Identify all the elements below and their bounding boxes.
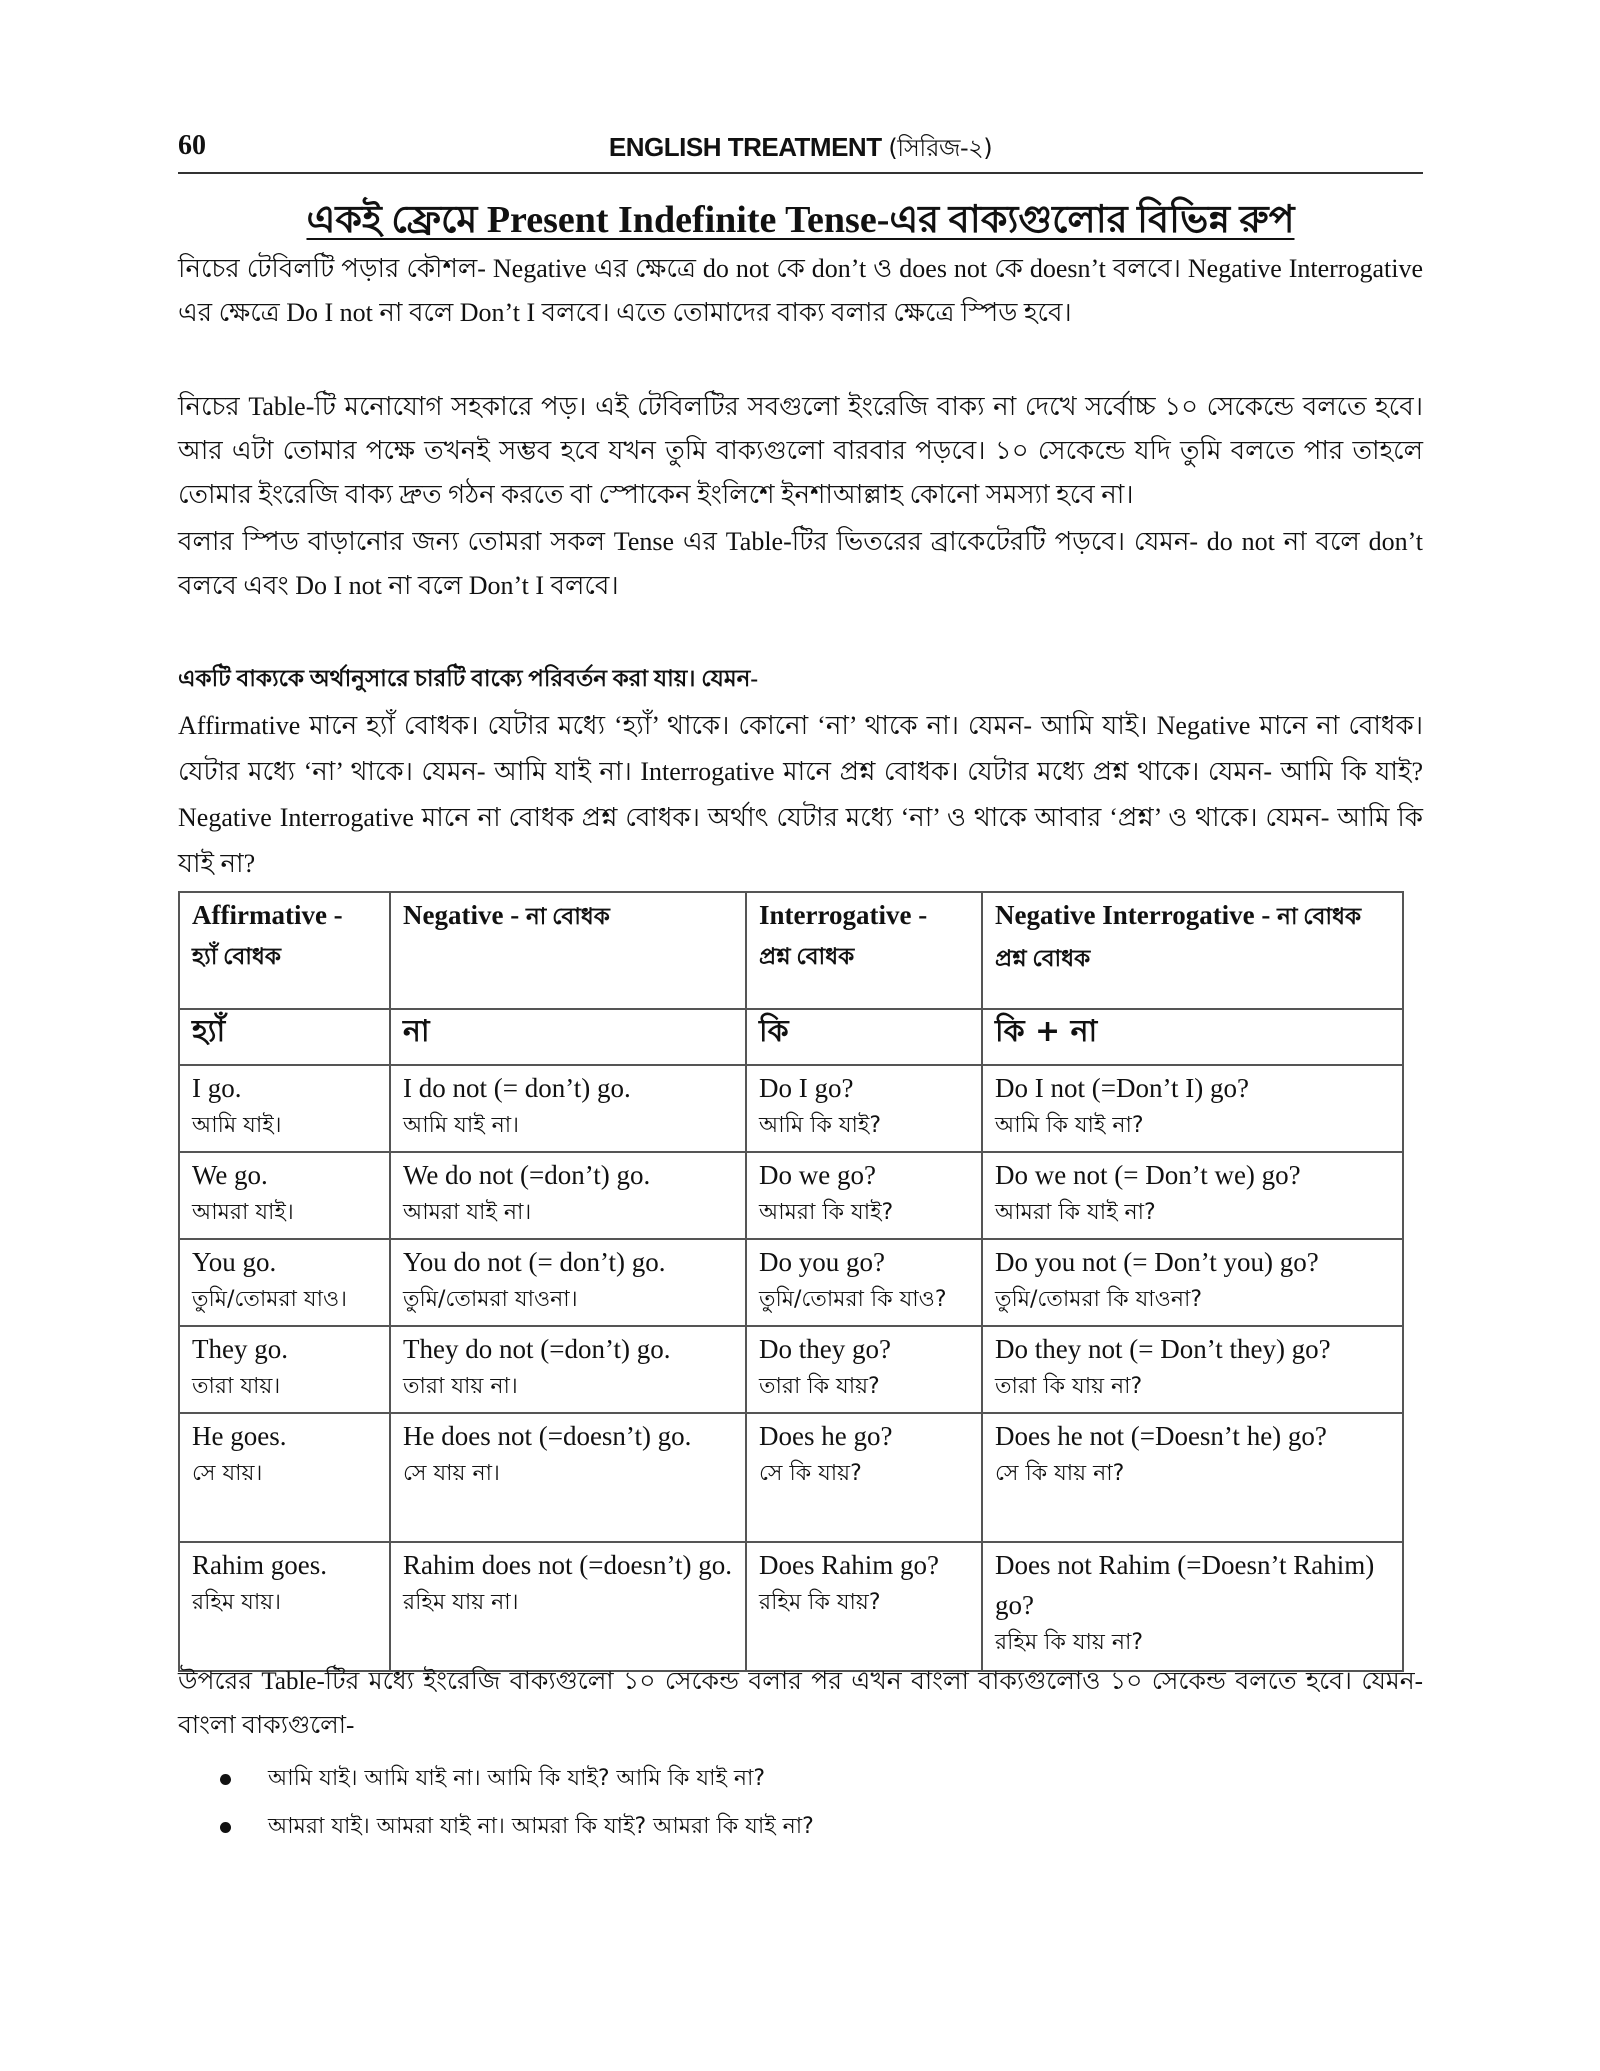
table-row	[179, 1065, 1403, 1152]
section-heading: একটি বাক্যকে অর্থানুসারে চারটি বাক্যে পরিবর্তন করা যায়। যেমন-	[178, 666, 759, 691]
table-cell: They do not (=don’t) go. তারা যায় না।	[390, 1326, 746, 1413]
book-title-text: ENGLISH TREATMENT	[608, 132, 882, 162]
table-cell: He goes. সে যায়।	[179, 1413, 390, 1542]
table-cell: He does not (=doesn’t) go. সে যায় না।	[390, 1413, 746, 1542]
bullet-icon	[220, 1774, 231, 1785]
bullet-icon	[220, 1822, 231, 1833]
header-affirmative: Affirmative - হ্যাঁ বোধক	[179, 892, 390, 1009]
list-item: আমি যাই। আমি যাই না। আমি কি যাই? আমি কি যাই না?	[220, 1755, 814, 1803]
table-cell: Rahim goes. রহিম যায়।	[179, 1542, 390, 1671]
series-label: (সিরিজ-২)	[888, 134, 993, 162]
table-cell: They go. তারা যায়।	[179, 1326, 390, 1413]
table-cell: You go. তুমি/তোমরা যাও।	[179, 1239, 390, 1326]
marker-cell: কি + না	[982, 1009, 1403, 1065]
book-title	[178, 130, 1423, 170]
header-negative: Negative - না বোধক	[390, 892, 746, 1009]
table-cell: Does Rahim go? রহিম কি যায়?	[746, 1542, 982, 1671]
table-marker-row	[179, 1009, 1403, 1065]
page-number: 60	[178, 130, 206, 161]
table-row	[179, 1326, 1403, 1413]
header-interrogative: Interrogative - প্রশ্ন বোধক	[746, 892, 982, 1009]
table-cell: Do we not (= Don’t we) go? আমরা কি যাই না?	[982, 1152, 1403, 1239]
marker-cell: হ্যাঁ	[179, 1009, 390, 1065]
table-cell: Do I not (=Don’t I) go? আমি কি যাই না?	[982, 1065, 1403, 1152]
marker-cell: কি	[746, 1009, 982, 1065]
table-cell: Does he not (=Doesn’t he) go? সে কি যায় না?	[982, 1413, 1403, 1542]
table-cell: Do they not (= Don’t they) go? তারা কি যায় না?	[982, 1326, 1403, 1413]
table-instruction-paragraph: নিচের Table-টি মনোযোগ সহকারে পড়। এই টেবিলটির সবগুলো ইংরেজি বাক্য না দেখে সর্বোচ্চ ১০ সেকেন্ডে বলতে হবে। আর এটা তোমার পক্ষে তখনই সম্ভব হবে যখন তুমি বাক্যগুলো বারবার পড়বে। ১০ সেকেন্ডে যদি তুমি বলতে পার তাহলে তোমার ইংরেজি বাক্য দ্রুত গঠন করতে বা স্পোকেন ইংলিশে ইনশাআল্লাহ কোনো সমস্যা হবে না।	[178, 392, 1423, 509]
running-header	[178, 130, 1423, 170]
definitions-paragraph: Affirmative মানে হ্যাঁ বোধক। যেটার মধ্যে ‘হ্যাঁ’ থাকে। কোনো ‘না’ থাকে না। যেমন- আমি যাই। Negative মানে না বোধক। যেটার মধ্যে ‘না’ থাকে। যেমন- আমি যাই না। Interrogative মানে প্রশ্ন বোধক। যেটার মধ্যে প্রশ্ন থাকে। যেমন- আমি কি যাই? Negative Interrogative মানে না বোধক প্রশ্ন বোধক। অর্থাৎ যেটার মধ্যে ‘না’ ও থাকে আবার ‘প্রশ্ন’ ও থাকে। যেমন- আমি কি যাই না?	[178, 711, 1423, 878]
reading-tip-paragraph: নিচের টেবিলটি পড়ার কৌশল- Negative এর ক্ষেত্রে do not কে don’t ও does not কে doesn’t বলবে। Negative Interrogative এর ক্ষেত্রে Do I not না বলে Don’t I বলবে। এতে তোমাদের বাক্য বলার ক্ষেত্রে স্পিড হবে।	[178, 254, 1423, 327]
marker-cell: না	[390, 1009, 746, 1065]
table-cell: Does not Rahim (=Doesn’t Rahim) go? রহিম কি যায় না?	[982, 1542, 1403, 1671]
table-cell: Does he go? সে কি যায়?	[746, 1413, 982, 1542]
table-cell: Rahim does not (=doesn’t) go. রহিম যায় না।	[390, 1542, 746, 1671]
table-cell: Do you not (= Don’t you) go? তুমি/তোমরা কি যাওনা?	[982, 1239, 1403, 1326]
table-row	[179, 1413, 1403, 1542]
table-cell: We do not (=don’t) go. আমরা যাই না।	[390, 1152, 746, 1239]
table-cell: I do not (= don’t) go. আমি যাই না।	[390, 1065, 746, 1152]
header-negative-interrogative: Negative Interrogative - না বোধক প্রশ্ন বোধক	[982, 892, 1403, 1009]
page-title: একই ফ্রেমে Present Indefinite Tense-এর বাক্যগুলোর বিভিন্ন রুপ	[306, 199, 1295, 241]
table-row	[179, 1239, 1403, 1326]
after-table-paragraph: উপরের Table-টির মধ্যে ইংরেজি বাক্যগুলো ১০ সেকেন্ড বলার পর এখন বাংলা বাক্যগুলোও ১০ সেকেন্ড বলতে হবে। যেমন- বাংলা বাক্যগুলো-	[178, 1668, 1423, 1739]
table-cell: You do not (= don’t) go. তুমি/তোমরা যাওনা।	[390, 1239, 746, 1326]
table-cell: We go. আমরা যাই।	[179, 1152, 390, 1239]
bangla-sentence-list	[220, 1755, 814, 1851]
table-cell: Do we go? আমরা কি যাই?	[746, 1152, 982, 1239]
table-cell: Do you go? তুমি/তোমরা কি যাও?	[746, 1239, 982, 1326]
header-divider	[178, 172, 1423, 174]
list-item: আমরা যাই। আমরা যাই না। আমরা কি যাই? আমরা কি যাই না?	[220, 1803, 814, 1851]
table-row	[179, 1542, 1403, 1671]
table-row	[179, 1152, 1403, 1239]
speed-tip-paragraph: বলার স্পিড বাড়ানোর জন্য তোমরা সকল Tense এর Table-টির ভিতরের ব্রাকেটেরটি পড়বে। যেমন- do not না বলে don’t বলবে এবং Do I not না বলে Don’t I বলবে।	[178, 527, 1423, 600]
table-cell: Do I go? আমি কি যাই?	[746, 1065, 982, 1152]
table-header-row	[179, 892, 1403, 1009]
table-cell: I go. আমি যাই।	[179, 1065, 390, 1152]
table-cell: Do they go? তারা কি যায়?	[746, 1326, 982, 1413]
tense-table	[178, 891, 1404, 1672]
